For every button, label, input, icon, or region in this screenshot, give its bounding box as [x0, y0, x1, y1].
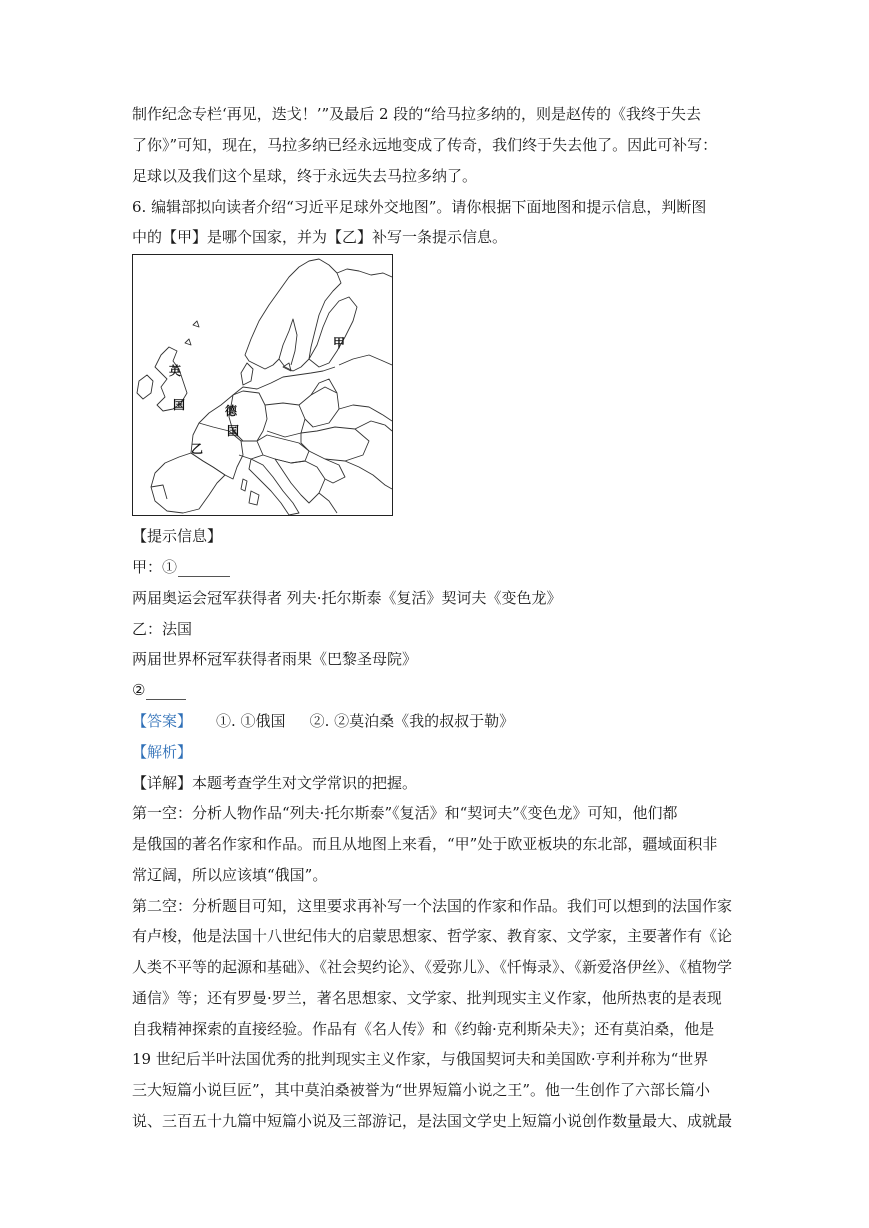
hint-title: 【提示信息】: [132, 527, 223, 545]
map-label-germany-2: 国: [227, 424, 240, 438]
hint-yi-number: ②: [132, 681, 146, 699]
detail-line: 是俄国的著名作家和作品。而且从地图上来看，“甲”处于欧亚板块的东北部，疆域面积非: [132, 835, 718, 853]
text-line: 了你》”可知，现在，马拉多纳已经永远地变成了传奇，我们终于失去他了。因此可补写：: [132, 136, 718, 154]
hint-jia-line: [132, 557, 742, 577]
europe-map-graphic: [133, 255, 392, 515]
detail-line: 自我精神探索的直接经验。作品有《名人传》和《约翰·克利斯朵夫》；还有莫泊桑，他是: [132, 1020, 715, 1038]
detail-line: 19 世纪后半叶法国优秀的批判现实主义作家，与俄国契诃夫和美国欧·亨利并称为“世界: [132, 1050, 709, 1068]
answer-label: 【答案】: [132, 712, 193, 730]
map-label-jia: 甲: [333, 336, 346, 350]
map-label-yi: 乙: [191, 442, 204, 456]
analysis-label: 【解析】: [132, 743, 193, 761]
detail-line: 第一空：分析人物作品“列夫·托尔斯泰”《复活》和“契诃夫”《变色龙》可知，他们都: [132, 804, 678, 822]
detail-line: 说、三百五十九篇中短篇小说及三部游记，是法国文学史上短篇小说创作数量最大、成就最: [132, 1112, 733, 1130]
europe-map: [132, 254, 393, 516]
question-6-line: 6. 编辑部拟向读者介绍“习近平足球外交地图”。请你根据下面地图和提示信息，判断图: [132, 198, 707, 216]
answer-part-2: ②. ②莫泊桑《我的叔叔于勒》: [309, 712, 515, 730]
text-line: 足球以及我们这个星球，终于永远失去马拉多纳了。: [132, 167, 478, 185]
answer-blank-2: [146, 685, 186, 700]
text-line: 制作纪念专栏‘再见，迭戈！’”及最后 2 段的“给马拉多纳的，则是赵传的《我终于失去: [132, 105, 701, 123]
map-label-uk-1: 英: [169, 364, 182, 378]
detail-line: 有卢梭，他是法国十八世纪伟大的启蒙思想家、哲学家、教育家、文学家，主要著作有《论: [132, 927, 733, 945]
answer-part-1: ①. ①俄国: [216, 712, 286, 730]
question-6-line: 中的【甲】是哪个国家，并为【乙】补写一条提示信息。: [132, 228, 508, 246]
detail-line: 【详解】本题考查学生对文学常识的把握。: [132, 774, 418, 792]
hint-yi-blank-line: [132, 680, 742, 700]
detail-line: 常辽阔，所以应该填“俄国”。: [132, 866, 328, 884]
detail-line: 第二空：分析题目可知，这里要求再补写一个法国的作家和作品。我们可以想到的法国作家: [132, 897, 733, 915]
answer-blank-1: [178, 562, 230, 577]
hint-yi-info: 两届世界杯冠军获得者雨果《巴黎圣母院》: [132, 650, 418, 668]
hint-jia-prefix: 甲：: [132, 558, 163, 576]
hint-jia-number: ①: [162, 558, 178, 576]
detail-line: 三大短篇小说巨匠”，其中莫泊桑被誉为“世界短篇小说之王”。他一生创作了六部长篇小: [132, 1081, 711, 1099]
map-label-uk-2: 国: [173, 398, 186, 412]
detail-line: 人类不平等的起源和基础》、《社会契约论》、《爱弥儿》、《忏悔录》、《新爱洛伊丝》、《植物学: [132, 958, 733, 976]
hint-yi-line: 乙：法国: [132, 620, 193, 638]
detail-line: 通信》等；还有罗曼·罗兰，著名思想家、文学家、批判现实主义作家，他所热衷的是表现: [132, 989, 722, 1007]
hint-jia-info: 两届奥运会冠军获得者 列夫·托尔斯泰《复活》契诃夫《变色龙》: [132, 589, 562, 607]
answer-line: [132, 711, 742, 731]
map-label-germany-1: 德: [225, 404, 238, 418]
